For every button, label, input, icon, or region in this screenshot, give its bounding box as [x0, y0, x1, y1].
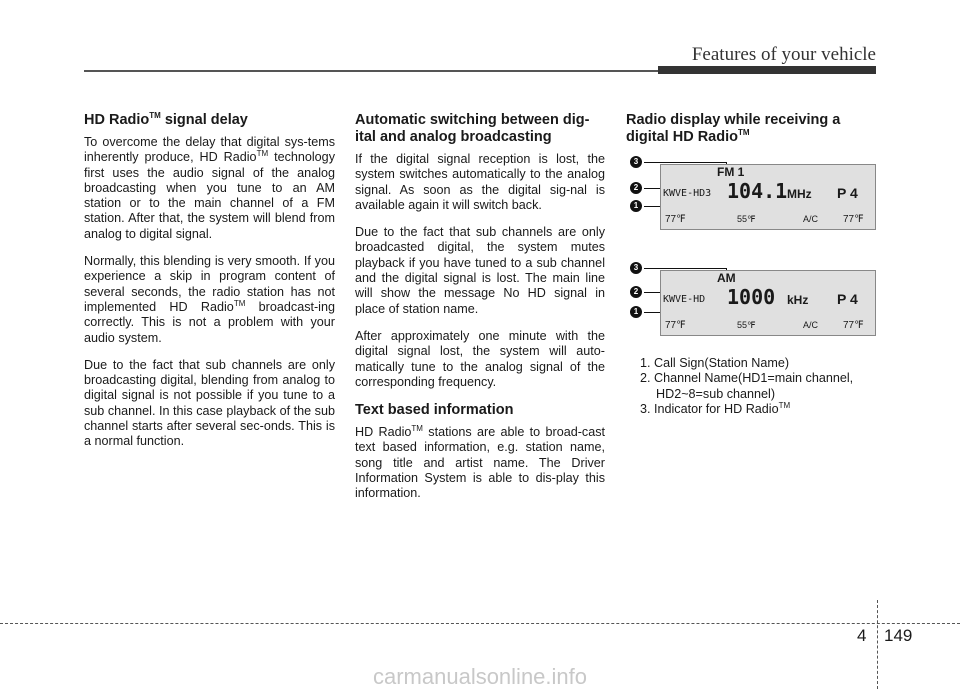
callout-3-icon: 3 — [630, 262, 642, 274]
paragraph: If the digital signal reception is lost, the system switches automatically to the analog signal. As soon as the digital sig-nal is available again it will switch back. — [355, 152, 605, 212]
heading-radio-display: Radio display while receiving a digital HD Radio™ — [626, 112, 841, 145]
list-item: 3. Indicator for HD Radio™ — [640, 400, 791, 416]
frequency-unit: MHz — [787, 187, 812, 201]
preset: P 4 — [837, 185, 858, 201]
climate-row: 77℉ 55℉ A/C 77℉ — [665, 320, 864, 331]
list-item: 1. Call Sign(Station Name) — [640, 356, 790, 370]
callout-2-icon: 2 — [630, 286, 642, 298]
frequency: 104.1 — [727, 179, 788, 203]
page-number: 149 — [884, 626, 913, 645]
callout-2-icon: 2 — [630, 182, 642, 194]
paragraph: HD Radio™ stations are able to broad-cast text based information, e.g. station name, song title and artist name. The Driver Information System is able to dis-play this information. — [355, 423, 605, 501]
column-3 — [626, 112, 876, 152]
band-label: AM — [717, 271, 736, 285]
climate-row: 77℉ 55℉ A/C 77℉ — [665, 214, 864, 225]
callout-3-icon: 3 — [630, 156, 642, 168]
section-number: 4 — [857, 626, 867, 645]
frequency-unit: kHz — [787, 293, 809, 307]
header-rule — [84, 70, 658, 72]
frequency: 1000 — [727, 285, 776, 309]
band-label: FM 1 — [717, 165, 745, 179]
radio-display-fm — [626, 152, 876, 232]
heading-signal-delay: HD Radio™ signal delay — [84, 111, 248, 128]
call-sign: KWVE-HD3 — [663, 188, 712, 199]
callout-1-icon: 1 — [630, 200, 642, 212]
paragraph: After approximately one minute with the digital signal lost, the system will auto-matically tune to the analog signal of the corresponding frequency. — [355, 328, 605, 389]
callout-1-icon: 1 — [630, 306, 642, 318]
header-rule-accent — [658, 66, 876, 74]
column-2 — [355, 112, 605, 514]
list-item: 2. Channel Name(HD1=main channel, HD2~8=sub channel) — [640, 371, 854, 401]
section-title: Features of your vehicle — [691, 44, 876, 65]
radio-display-am — [626, 258, 876, 338]
lcd-screen — [660, 164, 876, 230]
call-sign: KWVE-HD — [663, 294, 706, 305]
paragraph: To overcome the delay that digital sys-tems inherently produce, HD Radio™ technology first uses the audio signal of the analog broadcasting when you tune to an AM station or to the main channel of a FM station. After that, the system will blend from analog to digital signal. — [84, 135, 335, 241]
legend-list — [640, 356, 876, 417]
paragraph: Normally, this blending is very smooth. If you experience a skip in program content of several seconds, the radio station has not implemented HD Radio™ broadcast-ing correctly. This is not a problem with your audio system. — [84, 254, 335, 345]
column-1 — [84, 112, 335, 462]
heading-auto-switch: Automatic switching between dig-ital and analog broadcasting — [355, 112, 590, 145]
paragraph: Due to the fact that sub channels are only broadcasted digital, the system mutes playback if you have tuned to a sub channel and the digital signal is lost. The main line will show the message No HD signal in place of station name. — [355, 225, 605, 316]
preset: P 4 — [837, 291, 858, 307]
paragraph: Due to the fact that sub channels are only broadcasting digital, blending from analog to digital signal is not possible if you tune to a sub channel. In this case playback of the sub channel starts after several sec-onds. This is a normal function. — [84, 357, 335, 449]
watermark: carmanualsonline.info — [372, 664, 588, 689]
lcd-screen — [660, 270, 876, 336]
footer-rule — [0, 623, 960, 624]
heading-text-info: Text based information — [355, 402, 514, 419]
